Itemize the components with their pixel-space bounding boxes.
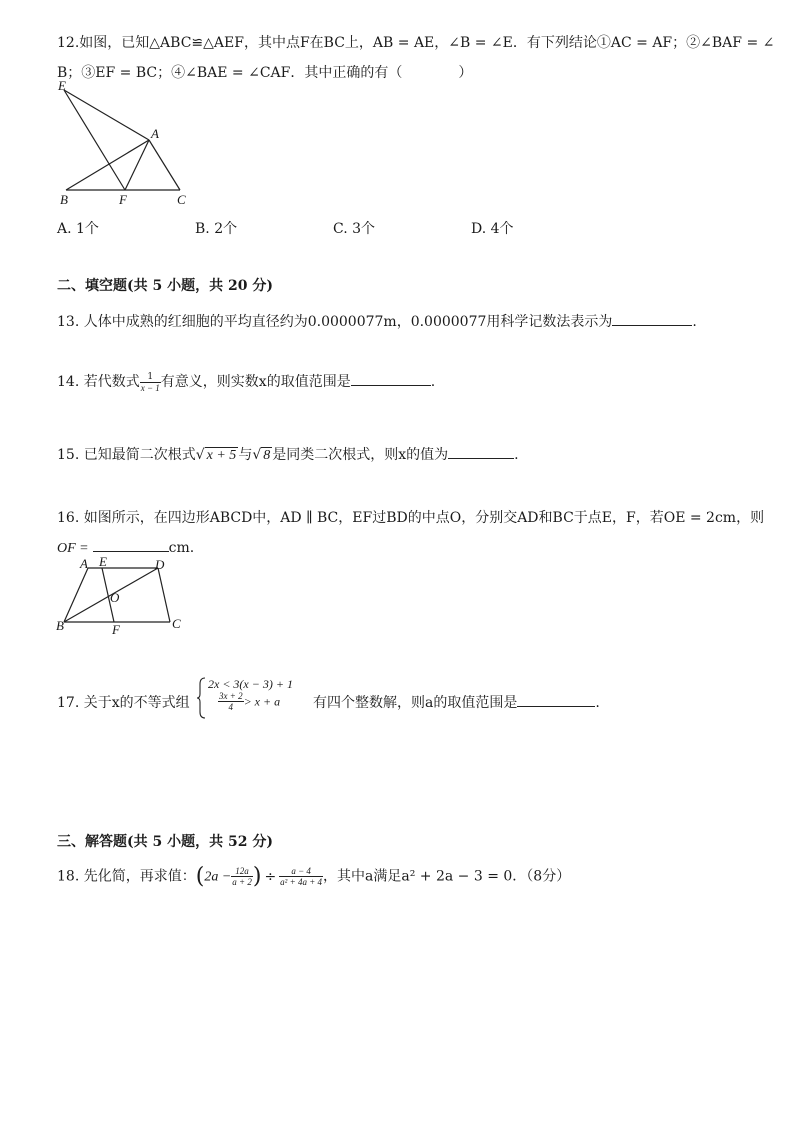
q18-paren-open: ( [195, 864, 205, 889]
q12-option-d: D. 4个 [471, 221, 514, 237]
q16-unit: cm. [168, 540, 195, 556]
label-C: C [172, 616, 181, 631]
q18-frac2-num: a − 4 [279, 866, 323, 877]
q18-frac1 [231, 866, 253, 887]
q18 [57, 864, 570, 889]
q14-prefix: 14. 若代数式 [57, 374, 140, 390]
q15-suffix: 是同类二次根式，则x的值为 [272, 447, 449, 463]
q17-ineq2-rest: > x + a [243, 694, 281, 709]
q17-prefix: 17. 关于x的不等式组 [57, 695, 190, 711]
seg-EA [64, 90, 149, 140]
q12-figure [52, 78, 202, 210]
q14-frac-num: 1 [140, 372, 161, 383]
q18-term1: 2a − [204, 869, 232, 885]
q15 [57, 444, 519, 464]
label-A: A [151, 126, 159, 141]
q12-line1: 12.如图，已知△ABC≌△AEF，其中点F在BC上，AB = AE，∠B = ∠E．有下列结论①AC = AF；②∠BAF = ∠ [57, 35, 775, 51]
section2-title: 二、填空题(共 5 小题，共 20 分) [57, 278, 273, 294]
q15-sqrt2-sign: √ [252, 447, 262, 463]
q18-frac1-den: a + 2 [232, 877, 252, 887]
seg-DC [158, 568, 170, 622]
q16-line2 [57, 537, 194, 557]
q18-prefix: 18. 先化简，再求值： [57, 868, 196, 885]
q13-end: . [692, 314, 697, 330]
q15-prefix: 15. 已知最简二次根式 [57, 447, 196, 463]
q14-fraction [140, 372, 161, 393]
q14-frac-den: x − 1 [140, 382, 160, 393]
q17-answer-blank[interactable] [517, 692, 595, 707]
section3-title: 三、解答题(共 5 小题，共 52 分) [57, 834, 273, 850]
q14-suffix: 有意义，则实数x的取值范围是 [160, 374, 351, 390]
q17-end: . [595, 695, 600, 711]
q12-line2: B；③EF = BC；④∠BAE = ∠CAF．其中正确的有（ ） [57, 65, 473, 81]
q17-ineq2-frac [218, 691, 244, 712]
q16-answer-blank[interactable] [93, 537, 169, 552]
q17-ineq1: 2x < 3(x − 3) + 1 [208, 677, 293, 691]
q14-end: . [430, 374, 436, 390]
q17-ineq2 [218, 691, 280, 712]
q13-answer-blank[interactable] [612, 311, 692, 326]
q18-frac2-den: a² + 4a + 4 [280, 877, 323, 887]
q17-suffix-line [313, 692, 600, 712]
q18-paren-close: ) [252, 864, 262, 889]
label-A: A [80, 556, 88, 571]
q14 [57, 371, 435, 393]
label-D: D [155, 557, 165, 572]
label-E: E [58, 78, 66, 93]
q15-mid: 与 [238, 447, 253, 463]
q17-brace [196, 676, 206, 720]
q15-end: . [514, 447, 519, 463]
label-E: E [99, 556, 107, 569]
q15-sqrt2: 8 [263, 448, 271, 463]
q13 [57, 311, 697, 331]
q12-option-a: A. 1个 [57, 221, 99, 237]
q15-sqrt1: x + 5 [206, 448, 237, 463]
seg-EF [64, 90, 125, 190]
label-B: B [56, 618, 64, 633]
q17-ineq2-den: 4 [228, 702, 234, 712]
q12-option-b: B. 2个 [195, 221, 238, 237]
q17-suffix: 有四个整数解，则a的取值范围是 [313, 695, 518, 711]
q15-sqrt1-sign: √ [195, 447, 205, 463]
q15-answer-blank[interactable] [448, 444, 514, 459]
q16-prefix2: OF = [57, 541, 89, 556]
q16-line1: 16. 如图所示，在四边形ABCD中，AD ∥ BC，EF过BD的中点O，分别交AD和BC于点E，F，若OE = 2cm，则 [57, 510, 765, 526]
label-O: O [110, 590, 120, 605]
label-F: F [112, 622, 120, 637]
q12-option-c: C. 3个 [333, 221, 376, 237]
label-B: B [60, 192, 68, 207]
label-F: F [119, 192, 127, 207]
q14-answer-blank[interactable] [351, 371, 431, 386]
label-C: C [177, 192, 186, 207]
q18-frac1-num: 12a [231, 866, 253, 877]
q18-div: ÷ [264, 868, 277, 885]
q18-frac2 [279, 866, 323, 887]
q18-suffix: ，其中a满足a² + 2a − 3 = 0．（8分） [323, 868, 571, 885]
q13-text: 13. 人体中成熟的红细胞的平均直径约为0.0000077m，0.0000077用科学记数法表示为 [57, 314, 613, 330]
q17-ineq2-num: 3x + 2 [219, 691, 243, 701]
seg-AB [64, 568, 88, 622]
q16-figure [52, 556, 187, 638]
seg-AC [149, 140, 180, 190]
